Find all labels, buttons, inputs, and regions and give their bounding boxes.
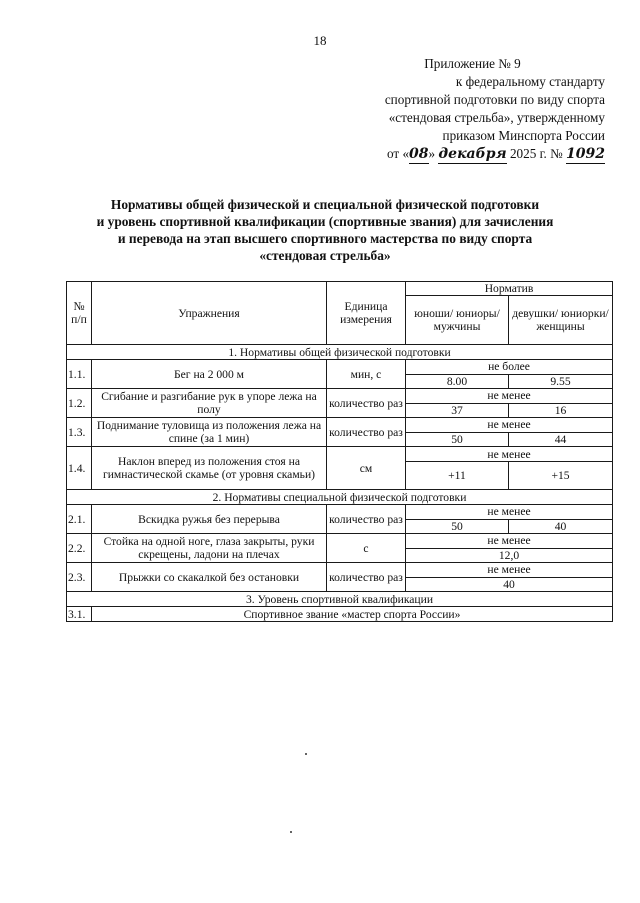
row-exercise: Бег на 2 000 м [92, 360, 327, 389]
section-title: 2. Нормативы специальной физической подготовки [67, 490, 613, 505]
row-value-female: 44 [509, 432, 613, 447]
header-female: девушки/ юниорки/ женщины [509, 296, 613, 345]
row-qualification: Спортивное звание «мастер спорта России» [92, 607, 613, 622]
row-unit: см [327, 447, 406, 490]
row-exercise: Стойка на одной ноге, глаза закрыты, руки скрещены, ладони на плечах [92, 534, 327, 563]
appendix-title: Приложение № 9 [424, 56, 521, 71]
row-num: 2.2. [67, 534, 92, 563]
row-exercise: Поднимание туловища из положения лежа на спине (за 1 мин) [92, 418, 327, 447]
table-header-row [67, 282, 613, 296]
header-exercise: Упражнения [92, 282, 327, 345]
row-num: 1.1. [67, 360, 92, 389]
row-condition: не менее [406, 534, 613, 549]
row-exercise: Прыжки со скакалкой без остановки [92, 563, 327, 592]
row-num: 2.1. [67, 505, 92, 534]
row-value-male: 37 [406, 403, 509, 418]
row-value-female: 40 [509, 519, 613, 534]
row-value-male: 8.00 [406, 374, 509, 389]
header-male: юноши/ юниоры/ мужчины [406, 296, 509, 345]
header-norm: Норматив [406, 282, 613, 296]
row-exercise: Сгибание и разгибание рук в упоре лежа на полу [92, 389, 327, 418]
handwritten-month: декабря [438, 146, 507, 162]
row-value-male: +11 [406, 462, 509, 490]
table-row [67, 607, 613, 622]
row-value-female: 9.55 [509, 374, 613, 389]
norms-table [66, 281, 613, 622]
table-row [67, 418, 613, 433]
section-title: 1. Нормативы общей физической подготовки [67, 345, 613, 360]
handwritten-day: 08 [409, 146, 429, 162]
table-row [67, 360, 613, 375]
section-title: 3. Уровень спортивной квалификации [67, 592, 613, 607]
order-date-line: от «08» декабря 2025 г. № 1092 [386, 146, 605, 162]
section-row [67, 345, 613, 360]
row-num: 1.4. [67, 447, 92, 490]
table-row [67, 505, 613, 520]
row-num: 1.3. [67, 418, 92, 447]
row-value-male: 50 [406, 519, 509, 534]
appendix-line: к федеральному стандарту [455, 74, 605, 89]
row-unit: с [327, 534, 406, 563]
row-unit: количество раз [327, 418, 406, 447]
document-title: Нормативы общей физической и специальной физической подготовки и уровень спортивной квалификации (спортивные звания) для зачисления и перевода на этап высшего спортивного мастерства по виду спорта «стендовая стрельба» [96, 197, 554, 263]
row-num: 2.3. [67, 563, 92, 592]
row-condition: не менее [406, 563, 613, 578]
appendix-header [340, 55, 605, 164]
row-value-female: +15 [509, 462, 613, 490]
row-value-male: 50 [406, 432, 509, 447]
row-unit: мин, с [327, 360, 406, 389]
appendix-line: спортивной подготовки по виду спорта [384, 92, 605, 107]
row-condition: не менее [406, 418, 613, 433]
row-condition: не более [406, 360, 613, 375]
row-unit: количество раз [327, 505, 406, 534]
table-row [67, 563, 613, 578]
table-row [67, 447, 613, 462]
appendix-line: приказом Минспорта России [442, 128, 605, 143]
row-unit: количество раз [327, 389, 406, 418]
appendix-line: «стендовая стрельба», утвержденному [388, 110, 605, 125]
row-num: 1.2. [67, 389, 92, 418]
table-row [67, 534, 613, 549]
header-num: № п/п [67, 282, 92, 345]
table-row [67, 389, 613, 404]
section-row [67, 592, 613, 607]
row-condition: не менее [406, 505, 613, 520]
row-num: 3.1. [67, 607, 92, 622]
header-unit: Единица измерения [327, 282, 406, 345]
handwritten-order-number: 1092 [566, 146, 605, 162]
scan-speck [305, 753, 307, 755]
page-number: 18 [313, 33, 327, 48]
row-condition: не менее [406, 447, 613, 462]
row-unit: количество раз [327, 563, 406, 592]
section-row [67, 490, 613, 505]
row-exercise: Вскидка ружья без перерыва [92, 505, 327, 534]
row-exercise: Наклон вперед из положения стоя на гимнастической скамье (от уровня скамьи) [92, 447, 327, 490]
row-value-both: 40 [406, 577, 613, 592]
row-condition: не менее [406, 389, 613, 404]
row-value-female: 16 [509, 403, 613, 418]
row-value-both: 12,0 [406, 548, 613, 563]
scan-speck [290, 831, 292, 833]
